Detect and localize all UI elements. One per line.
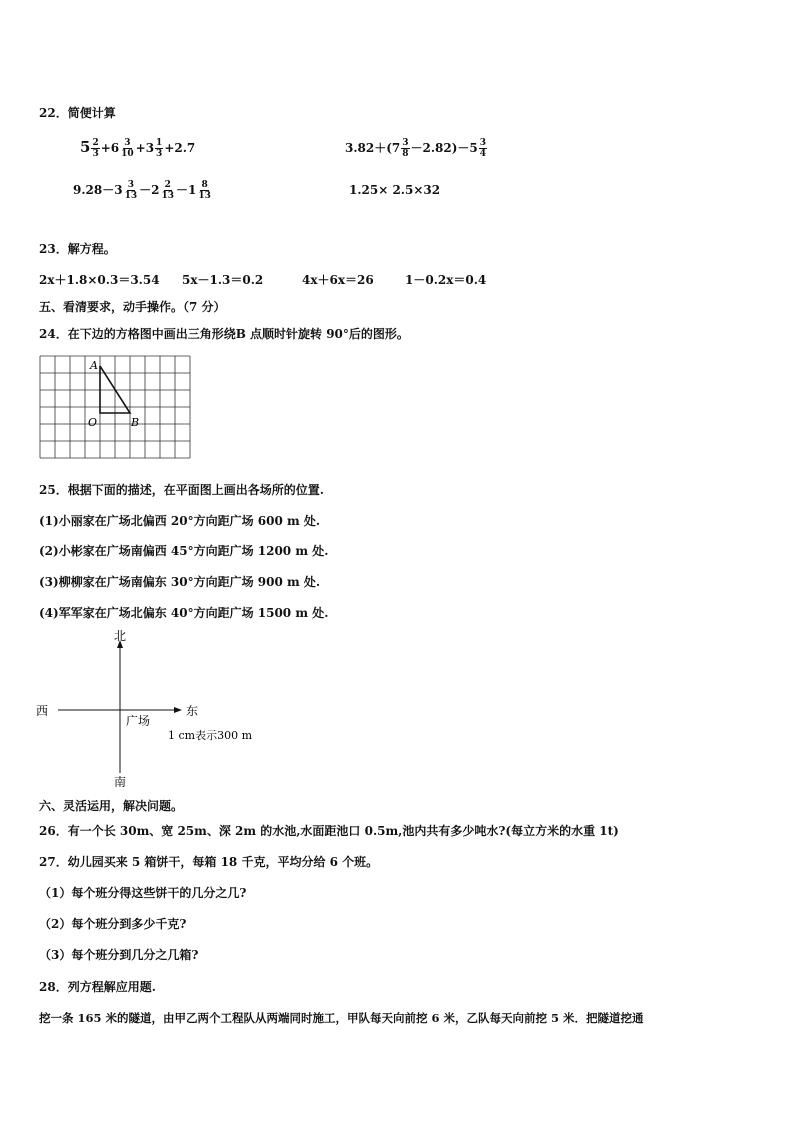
point-a-label: A — [90, 359, 98, 372]
q23-equation-3: 4x＋6x＝26 — [302, 273, 374, 287]
point-o-label: O — [88, 416, 98, 429]
q25-item-2: (2)小彬家在广场南偏西 45°方向距广场 1200 m 处. — [39, 544, 329, 558]
q25-compass-diagram — [30, 628, 270, 790]
grid-lines — [40, 356, 190, 458]
section-5-heading: 五、看清要求，动手操作。（7 分） — [39, 300, 226, 314]
scale-label: 1 cm表示300 m — [168, 729, 253, 742]
q27-sub-1: （1）每个班分得这些饼干的几分之几? — [39, 886, 247, 900]
east-label: 东 — [186, 704, 199, 718]
q28-title: 28．列方程解应用题. — [39, 980, 156, 994]
west-label: 西 — [36, 704, 49, 718]
q23-title: 23．解方程。 — [39, 242, 116, 256]
q28-body: 挖一条 165 米的隧道，由甲乙两个工程队从两端同时施工，甲队每天向前挖 6 米，乙队每天向前挖 5 米．把隧道挖通 — [39, 1011, 644, 1025]
q24-title: 24．在下边的方格图中画出三角形绕B 点顺时针旋转 90°后的图形。 — [39, 327, 409, 341]
q25-item-3: (3)柳柳家在广场南偏东 30°方向距广场 900 m 处. — [39, 575, 321, 589]
north-label: 北 — [114, 629, 127, 643]
q27-sub-3: （3）每个班分到几分之几箱? — [39, 948, 199, 962]
q22-expr4: 1.25× 2.5×32 — [349, 183, 441, 197]
q25-title: 25．根据下面的描述，在平面图上画出各场所的位置. — [39, 483, 324, 497]
q22-expr1: 5 $\frac{2}{3}$ +6 $\frac{3}{10}$ +3 $\frac{1}{3}$ +2.7 — [80, 138, 196, 159]
q24-grid-figure — [38, 354, 194, 460]
q23-equation-2: 5x－1.3＝0.2 — [182, 273, 264, 287]
q22-expr3: 9.28－3 $\frac{3}{13}$ －2 $\frac{2}{13}$ －1 $\frac{8}{13}$ — [73, 180, 211, 201]
section-6-heading: 六、灵活运用，解决问题。 — [39, 799, 184, 813]
q27-title: 27．幼儿园买来 5 箱饼干，每箱 18 千克，平均分给 6 个班。 — [39, 855, 379, 869]
q22-expr2: 3.82＋(7 $\frac{3}{8}$ －2.82)－5 $\frac{3}{4}$ — [345, 138, 487, 159]
q25-item-1: (1)小丽家在广场北偏西 20°方向距广场 600 m 处. — [39, 514, 321, 528]
q23-equation-4: 1－0.2x＝0.4 — [405, 273, 487, 287]
plaza-label: 广场 — [126, 714, 151, 728]
point-b-label: B — [131, 416, 140, 429]
q23-equation-1: 2x＋1.8×0.3＝3.54 — [39, 273, 160, 287]
south-label: 南 — [114, 775, 127, 789]
q25-item-4: (4)军军家在广场北偏东 40°方向距广场 1500 m 处. — [39, 606, 329, 620]
q26-text: 26．有一个长 30m、宽 25m、深 2m 的水池,水面距池口 0.5m,池内共有多少吨水?(每立方米的水重 1t) — [39, 824, 619, 838]
east-arrowhead — [174, 707, 182, 713]
q27-sub-2: （2）每个班分到多少千克? — [39, 917, 187, 931]
q22-title: 22．简便计算 — [39, 106, 116, 120]
